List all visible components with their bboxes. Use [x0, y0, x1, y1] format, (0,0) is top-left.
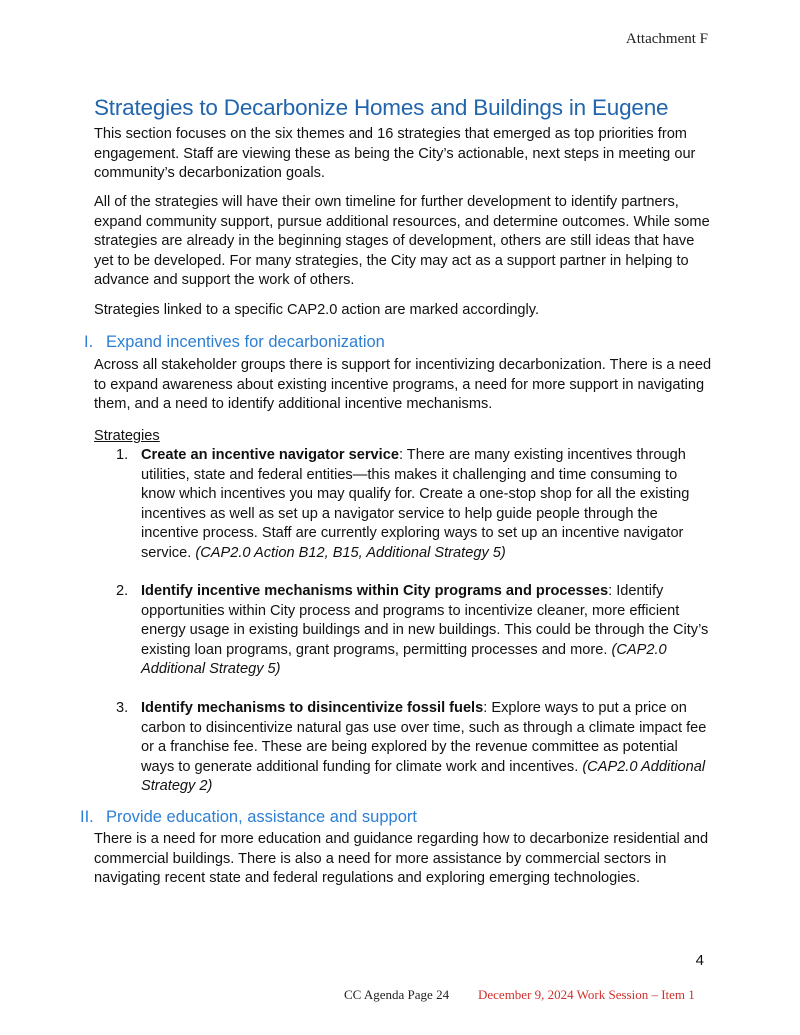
- section-2-text: There is a need for more education and guidance regarding how to decarbonize residential and commercial buildings. There is also a need for more assistance by commercial sectors in navigating recent state and federal regulations and exploring emerging technologies.: [94, 831, 709, 886]
- strategy-reference: (CAP2.0 Additional Strategy 5): [141, 641, 667, 677]
- section-1-heading: [84, 333, 385, 352]
- intro-paragraph-2: All of the strategies will have their own timeline for further development to identify partners, expand community support, pursue additional resources, and determine outcomes. While some strategies are already in the beginning stages of development, others are still ideas that have yet to be developed. For many strategies, the City may act as a support partner in helping to advance and support the work of others.: [94, 194, 710, 288]
- intro-paragraph-1: This section focuses on the six themes and 16 strategies that emerged as top priorities from engagement. Staff are viewing these as being the City’s actionable, next steps in meeting our community’s decarbonization goals.: [94, 126, 696, 181]
- strategy-number: 3.: [116, 700, 129, 716]
- strategy-item-2: [94, 582, 714, 680]
- page-number: 4: [695, 952, 704, 969]
- strategy-number: 1.: [116, 447, 129, 463]
- section-1-number: I.: [84, 333, 94, 351]
- section-1-text: Across all stakeholder groups there is support for incentivizing decarbonization. There is a need to expand awareness about existing incentive programs, a need for more support in navigating them, and a need to identify additional incentive mechanisms.: [94, 357, 712, 412]
- footer-session: December 9, 2024 Work Session – Item 1: [478, 987, 695, 1002]
- strategy-item-1: [94, 446, 714, 563]
- strategy-reference: (CAP2.0 Additional Strategy 2): [141, 758, 706, 794]
- strategy-text: : Identify opportunities within City process and programs to incentivize cleaner, more efficient energy usage in existing buildings and in new buildings. This could be through the City’s existing loan programs, grant programs, permitting processes and more.: [141, 583, 709, 658]
- page-title: Strategies to Decarbonize Homes and Buildings in Eugene: [94, 95, 669, 120]
- footer-agenda-page: CC Agenda Page 24: [344, 987, 450, 1002]
- section-2-title: Provide education, assistance and support: [106, 808, 417, 826]
- strategy-text: : There are many existing incentives through utilities, state and federal entities—this makes it challenging and time consuming to know which incentives you may qualify for. Create a one-stop shop for all the existing incentives as well as set up a navigator service to help guide people through the incentive process. Staff are currently exploring ways to set up an incentive navigator service.: [141, 447, 690, 561]
- strategy-title: Create an incentive navigator service: [141, 447, 399, 463]
- strategy-title: Identify incentive mechanisms within City programs and processes: [141, 583, 609, 599]
- intro-paragraph-3: Strategies linked to a specific CAP2.0 action are marked accordingly.: [94, 302, 540, 318]
- strategy-text: : Explore ways to put a price on carbon to disincentivize natural gas use over time, such as through a climate impact fee or a franchise fee. These are being explored by the revenue committee as potential ways to generate additional funding for climate work and incentives.: [141, 700, 707, 775]
- section-1-title: Expand incentives for decarbonization: [106, 333, 385, 351]
- strategy-title: Identify mechanisms to disincentivize fossil fuels: [141, 700, 484, 716]
- strategy-reference: (CAP2.0 Action B12, B15, Additional Strategy 5): [195, 544, 506, 561]
- strategy-item-3: [94, 699, 714, 797]
- strategies-label: Strategies: [94, 428, 160, 444]
- attachment-label: Attachment F: [625, 31, 708, 47]
- section-2-heading: [80, 808, 417, 827]
- strategy-number: 2.: [116, 583, 129, 599]
- section-2-number: II.: [80, 808, 94, 826]
